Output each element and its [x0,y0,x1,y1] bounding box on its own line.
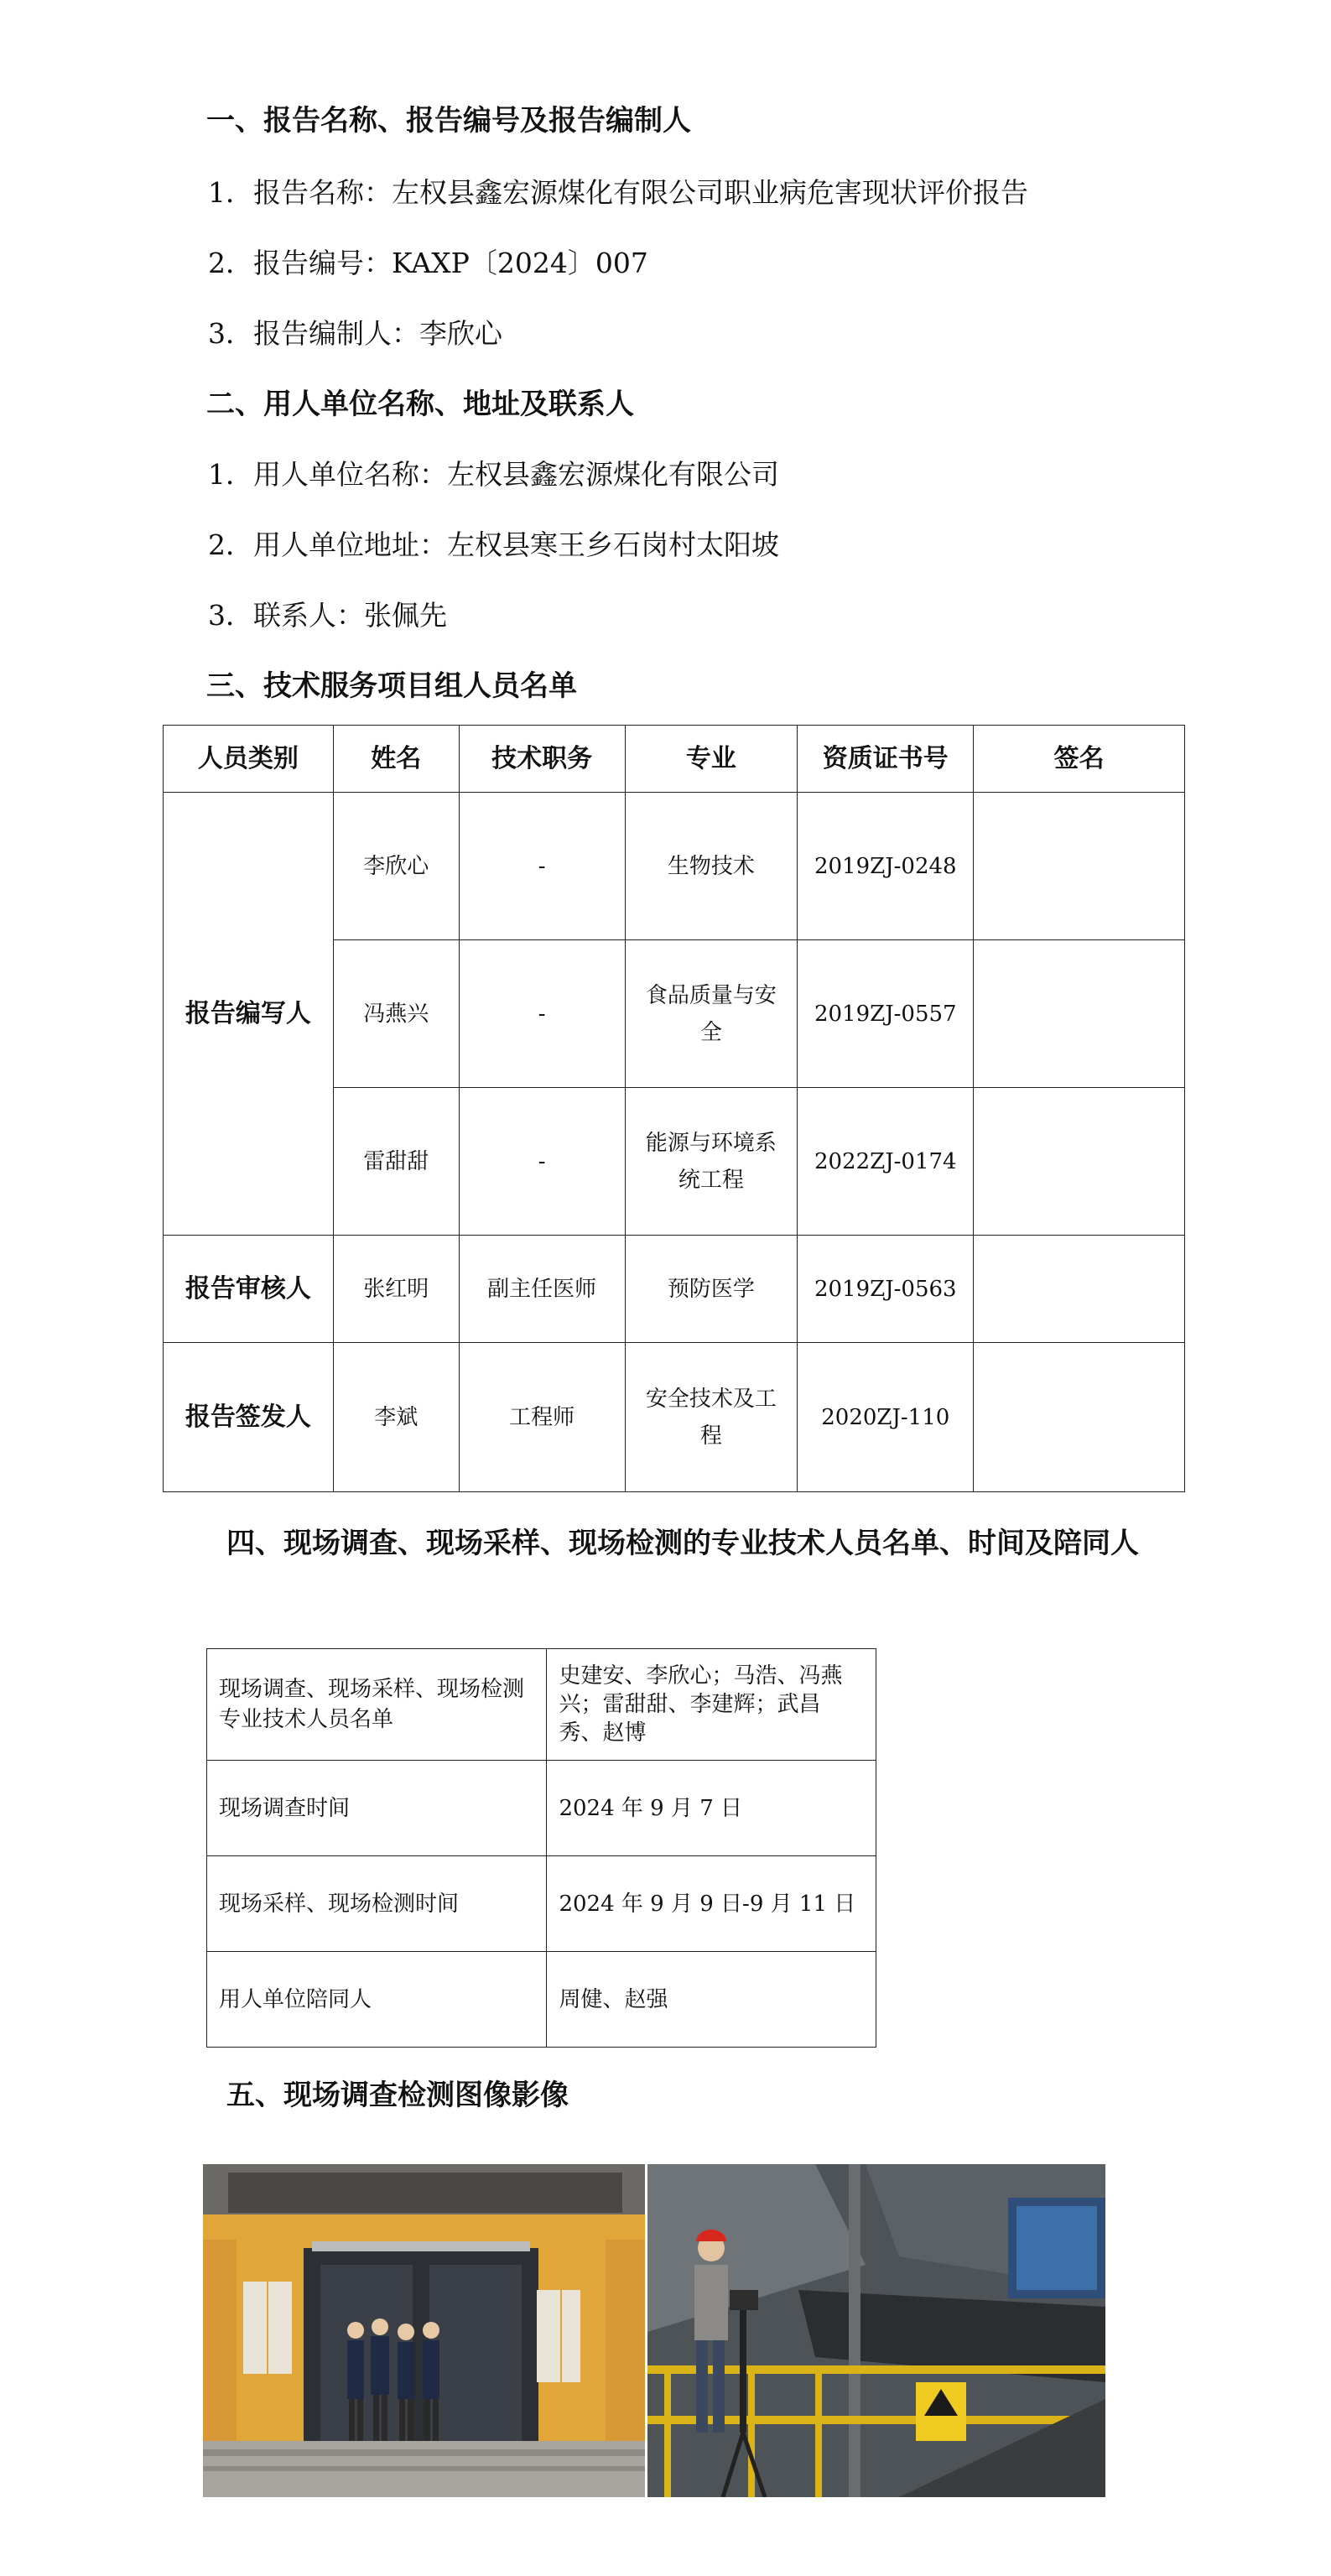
major-cell: 食品质量与安全 [625,940,798,1088]
report-author: 3．报告编制人：李欣心 [208,317,502,350]
survey-table [206,1648,876,2048]
table-header-row [164,726,1185,793]
report-name: 1．报告名称：左权县鑫宏源煤化有限公司职业病危害现状评价报告 [208,176,1028,209]
header-cert: 资质证书号 [798,726,974,793]
survey-value: 2024 年 9 月 7 日 [547,1761,876,1856]
survey-value: 史建安、李欣心；马浩、冯燕兴；雷甜甜、李建辉；武昌秀、赵博 [547,1649,876,1761]
major-cell: 预防医学 [625,1236,798,1343]
section1-heading: 一、报告名称、报告编号及报告编制人 [206,104,691,138]
survey-label: 现场采样、现场检测时间 [207,1856,547,1952]
table-row [207,1761,876,1856]
table-row [207,1952,876,2048]
title-cell: 工程师 [459,1343,625,1492]
signature-cell [974,1236,1185,1343]
cert-cell: 2019ZJ-0557 [798,940,974,1088]
cert-cell: 2019ZJ-0563 [798,1236,974,1343]
category-cell: 报告编写人 [164,793,334,1236]
cert-cell: 2019ZJ-0248 [798,793,974,940]
major-cell: 生物技术 [625,793,798,940]
major-cell: 能源与环境系统工程 [625,1088,798,1236]
table-row [207,1649,876,1761]
employer-name: 1．用人单位名称：左权县鑫宏源煤化有限公司 [208,458,779,491]
header-signature: 签名 [974,726,1185,793]
staff-table [163,725,1185,1492]
header-title: 技术职务 [459,726,625,793]
field-measurement-photo [647,2164,1105,2497]
table-row [164,793,1185,940]
employer-address: 2．用人单位地址：左权县寒王乡石岗村太阳坡 [208,528,779,561]
major-cell: 安全技术及工程 [625,1343,798,1492]
signature-cell [974,1343,1185,1492]
survey-value: 周健、赵强 [547,1952,876,2048]
title-cell: - [459,793,625,940]
survey-value: 2024 年 9 月 9 日-9 月 11 日 [547,1856,876,1952]
title-cell: 副主任医师 [459,1236,625,1343]
contact-person: 3．联系人：张佩先 [208,599,447,632]
section3-heading: 三、技术服务项目组人员名单 [206,669,577,703]
cert-cell: 2022ZJ-0174 [798,1088,974,1236]
name-cell: 李斌 [333,1343,459,1492]
table-row [207,1856,876,1952]
section4-heading: 四、现场调查、现场采样、现场检测的专业技术人员名单、时间及陪同人 [226,1527,1139,1560]
table-row [164,1236,1185,1343]
site-entrance-photo [203,2164,645,2497]
table-row [164,1343,1185,1492]
survey-label: 用人单位陪同人 [207,1952,547,2048]
section2-heading: 二、用人单位名称、地址及联系人 [206,388,634,421]
name-cell: 雷甜甜 [333,1088,459,1236]
title-cell: - [459,1088,625,1236]
header-major: 专业 [625,726,798,793]
name-cell: 张红明 [333,1236,459,1343]
header-name: 姓名 [333,726,459,793]
name-cell: 李欣心 [333,793,459,940]
signature-cell [974,793,1185,940]
header-category: 人员类别 [164,726,334,793]
report-number: 2．报告编号：KAXP〔2024〕007 [208,247,648,279]
signature-cell [974,1088,1185,1236]
cert-cell: 2020ZJ-110 [798,1343,974,1492]
signature-cell [974,940,1185,1088]
survey-label: 现场调查时间 [207,1761,547,1856]
title-cell: - [459,940,625,1088]
section5-heading: 五、现场调查检测图像影像 [226,2079,569,2112]
category-cell: 报告签发人 [164,1343,334,1492]
survey-label: 现场调查、现场采样、现场检测专业技术人员名单 [207,1649,547,1761]
category-cell: 报告审核人 [164,1236,334,1343]
name-cell: 冯燕兴 [333,940,459,1088]
